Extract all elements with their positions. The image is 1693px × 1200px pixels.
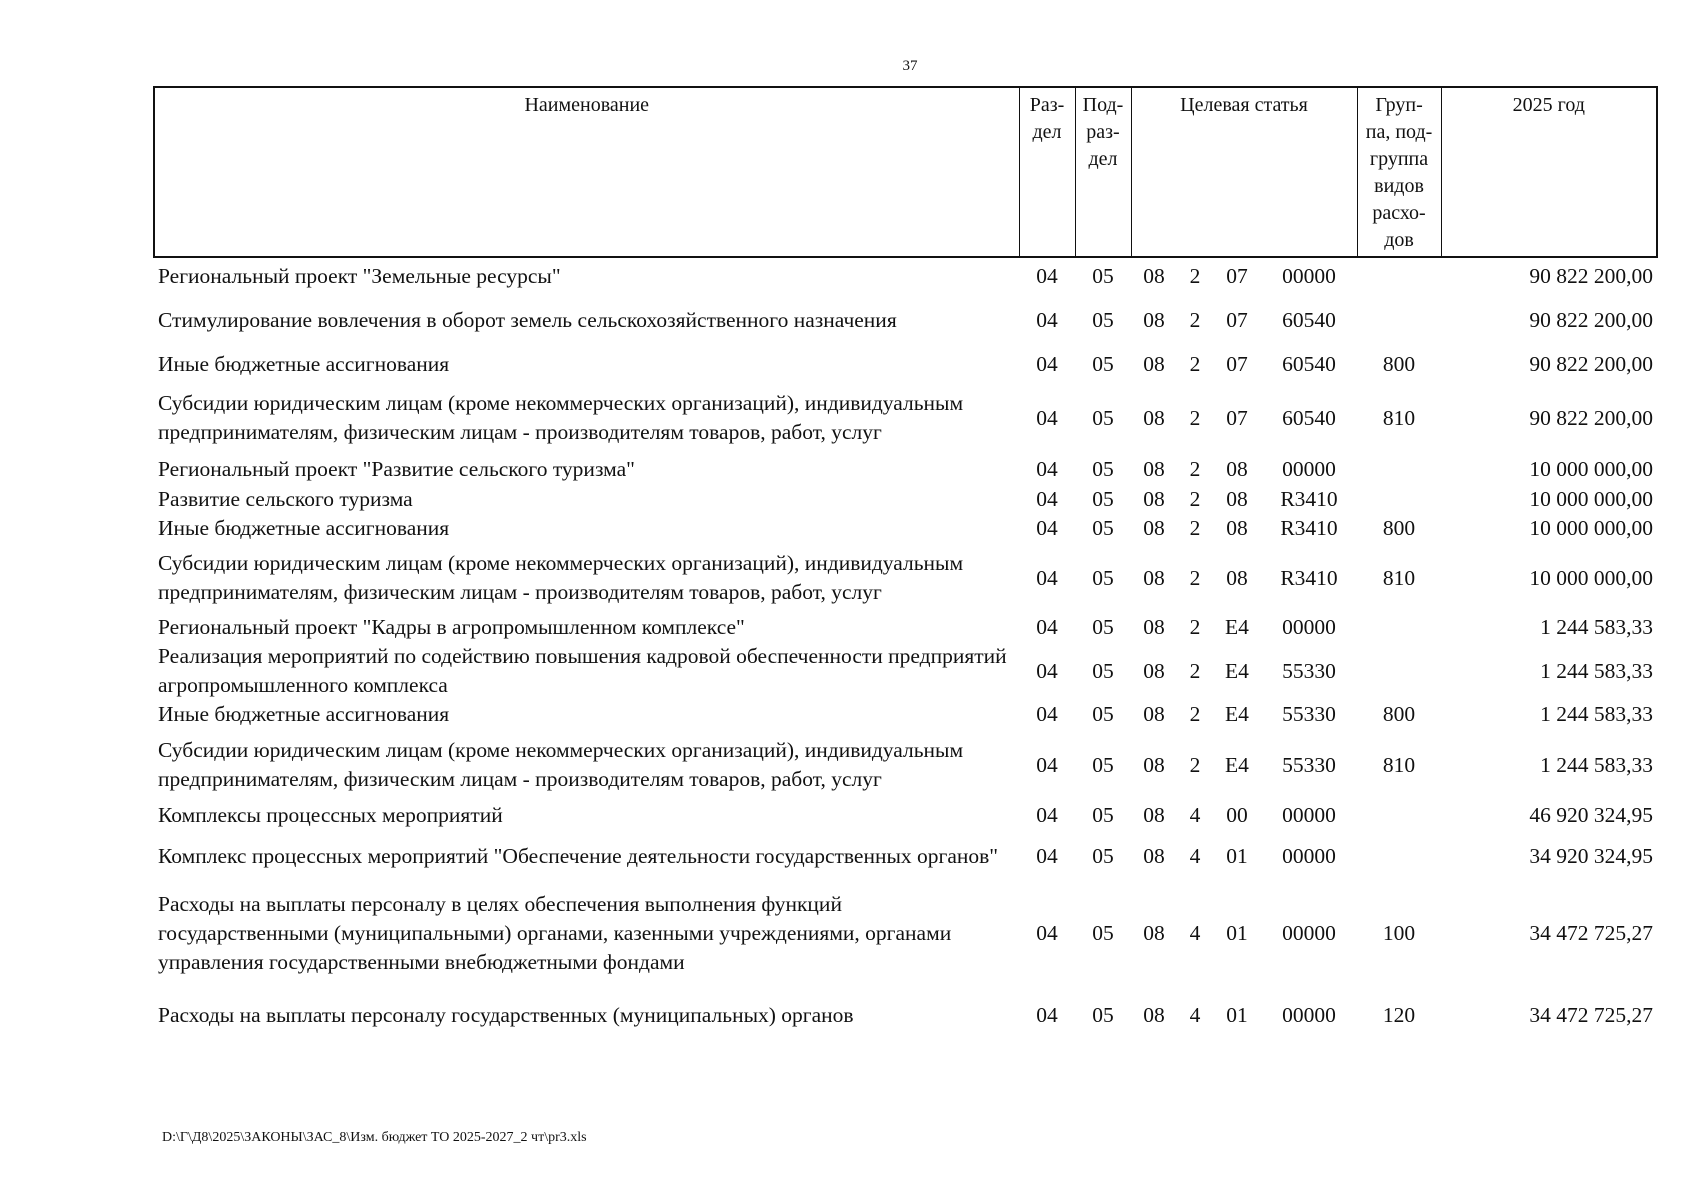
row-amount: 1 244 583,33	[1540, 615, 1654, 639]
row-podrazdel: 05	[1092, 752, 1114, 777]
row-celevaya-1: 08	[1143, 487, 1165, 511]
row-name: Региональный проект "Земельные ресурсы"	[158, 264, 561, 288]
row-celevaya-3: E4	[1225, 752, 1249, 777]
row-name: Комплексы процессных мероприятий	[158, 803, 503, 827]
row-celevaya-3: 08	[1226, 456, 1248, 481]
row-razdel: 04	[1036, 516, 1058, 540]
row-celevaya-2: 2	[1189, 565, 1201, 590]
row-celevaya-4: 00000	[1282, 1002, 1336, 1027]
row-razdel: 04	[1036, 307, 1058, 332]
row-celevaya-1: 08	[1143, 405, 1165, 430]
row-razdel: 04	[1036, 615, 1058, 639]
row-celevaya-4: 00000	[1282, 615, 1336, 639]
header-gruppa-vidov-rashodov: Груп- па, под- группа видов расхо- дов	[1357, 87, 1441, 257]
row-celevaya-3: E4	[1225, 658, 1249, 683]
row-vid-rashodov: 810	[1382, 405, 1416, 430]
row-podrazdel: 05	[1092, 264, 1114, 288]
table-row	[154, 514, 1657, 543]
table-row	[154, 830, 1657, 882]
row-podrazdel: 05	[1092, 658, 1114, 683]
table-body	[154, 257, 1657, 1046]
row-amount: 90 822 200,00	[1529, 351, 1654, 376]
row-celevaya-3: 07	[1226, 307, 1248, 332]
row-celevaya-3: E4	[1225, 615, 1249, 639]
row-name: Иные бюджетные ассигнования	[158, 516, 450, 540]
row-vid-rashodov	[1357, 295, 1441, 345]
row-vid-rashodov: 810	[1382, 565, 1416, 590]
row-celevaya-2: 2	[1189, 307, 1201, 332]
table-header	[154, 87, 1657, 257]
row-name: Субсидии юридическим лицам (кроме некоммерческих организаций), индивидуальным предпринимателям, физическим лицам - производителям товаров, работ, услуг	[158, 738, 964, 791]
row-celevaya-2: 4	[1189, 1002, 1201, 1027]
row-vid-rashodov	[1357, 830, 1441, 882]
row-celevaya-1: 08	[1143, 456, 1165, 481]
row-amount: 1 244 583,33	[1540, 658, 1654, 683]
row-celevaya-2: 2	[1189, 351, 1201, 376]
row-celevaya-2: 2	[1189, 487, 1201, 511]
row-celevaya-3: 08	[1226, 487, 1248, 511]
row-name: Расходы на выплаты персоналу государственных (муниципальных) органов	[158, 1002, 854, 1027]
table-row	[154, 642, 1657, 700]
row-podrazdel: 05	[1092, 456, 1114, 481]
row-name: Комплекс процессных мероприятий "Обеспечение деятельности государственных органов"	[158, 843, 999, 868]
row-podrazdel: 05	[1092, 516, 1114, 540]
row-podrazdel: 05	[1092, 1002, 1114, 1027]
row-celevaya-4: 55330	[1282, 702, 1336, 726]
row-razdel: 04	[1036, 405, 1058, 430]
row-podrazdel: 05	[1092, 803, 1114, 827]
row-celevaya-1: 08	[1143, 615, 1165, 639]
row-celevaya-2: 2	[1189, 615, 1201, 639]
row-razdel: 04	[1036, 803, 1058, 827]
row-celevaya-3: E4	[1225, 702, 1249, 726]
row-podrazdel: 05	[1092, 307, 1114, 332]
row-podrazdel: 05	[1092, 351, 1114, 376]
row-razdel: 04	[1036, 843, 1058, 868]
row-razdel: 04	[1036, 658, 1058, 683]
header-year: 2025 год	[1441, 87, 1657, 257]
row-name: Региональный проект "Кадры в агропромышленном комплексе"	[158, 615, 745, 639]
row-celevaya-3: 01	[1226, 920, 1248, 945]
row-podrazdel: 05	[1092, 702, 1114, 726]
row-podrazdel: 05	[1092, 615, 1114, 639]
row-celevaya-2: 4	[1189, 920, 1201, 945]
row-podrazdel: 05	[1092, 405, 1114, 430]
header-podrazdel: Под- раз- дел	[1075, 87, 1131, 257]
row-amount: 34 472 725,27	[1529, 1002, 1654, 1027]
row-celevaya-4: R3410	[1280, 565, 1338, 590]
row-vid-rashodov	[1357, 485, 1441, 514]
row-celevaya-3: 01	[1226, 1002, 1248, 1027]
row-celevaya-2: 2	[1189, 516, 1201, 540]
row-celevaya-2: 2	[1189, 752, 1201, 777]
table-row	[154, 345, 1657, 383]
row-celevaya-1: 08	[1143, 920, 1165, 945]
row-name: Реализация мероприятий по содействию повышения кадровой обеспеченности предприятий агропромышленного комплекса	[158, 644, 1007, 697]
row-razdel: 04	[1036, 456, 1058, 481]
row-celevaya-3: 08	[1226, 565, 1248, 590]
row-name: Субсидии юридическим лицам (кроме некоммерческих организаций), индивидуальным предпринимателям, физическим лицам - производителям товаров, работ, услуг	[158, 391, 964, 444]
row-vid-rashodov	[1357, 613, 1441, 642]
row-celevaya-1: 08	[1143, 1002, 1165, 1027]
row-name: Иные бюджетные ассигнования	[158, 702, 450, 726]
row-celevaya-4: 55330	[1282, 752, 1336, 777]
table-row	[154, 485, 1657, 514]
row-celevaya-2: 2	[1189, 702, 1201, 726]
footer-file-path: D:\Г\Д8\2025\ЗАКОНЫ\ЗАС_8\Изм. бюджет ТО 2025-2027_2 чт\pr3.xls	[162, 1130, 587, 1145]
table-row	[154, 383, 1657, 453]
row-razdel: 04	[1036, 1002, 1058, 1027]
table-row	[154, 882, 1657, 984]
row-celevaya-4: 00000	[1282, 803, 1336, 827]
row-amount: 90 822 200,00	[1529, 307, 1654, 332]
row-razdel: 04	[1036, 752, 1058, 777]
row-amount: 34 920 324,95	[1529, 843, 1654, 868]
header-name: Наименование	[154, 87, 1019, 257]
header-celevaya-statya: Целевая статья	[1131, 87, 1357, 257]
table-row	[154, 257, 1657, 295]
row-celevaya-4: 00000	[1282, 456, 1336, 481]
table-row	[154, 984, 1657, 1046]
row-celevaya-2: 2	[1189, 405, 1201, 430]
table-row	[154, 700, 1657, 729]
row-name: Субсидии юридическим лицам (кроме некоммерческих организаций), индивидуальным предпринимателям, физическим лицам - производителям товаров, работ, услуг	[158, 551, 964, 604]
row-celevaya-4: 60540	[1282, 405, 1336, 430]
row-vid-rashodov	[1357, 257, 1441, 295]
row-celevaya-1: 08	[1143, 264, 1165, 288]
row-celevaya-3: 00	[1226, 803, 1248, 827]
row-celevaya-4: 60540	[1282, 307, 1336, 332]
row-name: Развитие сельского туризма	[158, 487, 413, 511]
row-celevaya-3: 07	[1226, 264, 1248, 288]
row-razdel: 04	[1036, 565, 1058, 590]
table-row	[154, 295, 1657, 345]
page-number: 37	[902, 58, 918, 74]
row-celevaya-4: 00000	[1282, 843, 1336, 868]
row-podrazdel: 05	[1092, 565, 1114, 590]
row-vid-rashodov: 100	[1382, 920, 1416, 945]
row-amount: 10 000 000,00	[1529, 456, 1654, 481]
row-razdel: 04	[1036, 487, 1058, 511]
row-name: Стимулирование вовлечения в оборот земель сельскохозяйственного назначения	[158, 307, 897, 332]
row-amount: 46 920 324,95	[1529, 803, 1654, 827]
row-celevaya-2: 4	[1189, 843, 1201, 868]
row-celevaya-1: 08	[1143, 658, 1165, 683]
row-vid-rashodov	[1357, 453, 1441, 485]
row-amount: 90 822 200,00	[1529, 264, 1654, 288]
row-celevaya-1: 08	[1143, 702, 1165, 726]
row-celevaya-4: 55330	[1282, 658, 1336, 683]
row-celevaya-2: 2	[1189, 658, 1201, 683]
row-name: Иные бюджетные ассигнования	[158, 351, 450, 376]
row-celevaya-1: 08	[1143, 516, 1165, 540]
row-vid-rashodov: 810	[1382, 752, 1416, 777]
row-amount: 1 244 583,33	[1540, 752, 1654, 777]
row-amount: 10 000 000,00	[1529, 487, 1654, 511]
table-row	[154, 543, 1657, 613]
row-amount: 90 822 200,00	[1529, 405, 1654, 430]
row-razdel: 04	[1036, 920, 1058, 945]
row-celevaya-1: 08	[1143, 351, 1165, 376]
row-podrazdel: 05	[1092, 843, 1114, 868]
row-celevaya-1: 08	[1143, 843, 1165, 868]
row-celevaya-3: 07	[1226, 405, 1248, 430]
row-vid-rashodov: 800	[1382, 516, 1416, 540]
row-celevaya-1: 08	[1143, 803, 1165, 827]
header-razdel: Раз- дел	[1019, 87, 1075, 257]
row-celevaya-3: 08	[1226, 516, 1248, 540]
row-celevaya-4: 00000	[1282, 920, 1336, 945]
table-row	[154, 729, 1657, 801]
row-amount: 34 472 725,27	[1529, 920, 1654, 945]
row-amount: 10 000 000,00	[1529, 516, 1654, 540]
row-celevaya-4: 60540	[1282, 351, 1336, 376]
row-amount: 10 000 000,00	[1529, 565, 1654, 590]
row-vid-rashodov	[1357, 801, 1441, 830]
row-podrazdel: 05	[1092, 920, 1114, 945]
table-row	[154, 801, 1657, 830]
row-celevaya-2: 4	[1189, 803, 1201, 827]
row-vid-rashodov: 120	[1382, 1002, 1416, 1027]
budget-table	[153, 86, 1658, 1046]
row-celevaya-4: 00000	[1282, 264, 1336, 288]
row-celevaya-2: 2	[1189, 264, 1201, 288]
row-celevaya-4: R3410	[1280, 516, 1338, 540]
row-amount: 1 244 583,33	[1540, 702, 1654, 726]
row-celevaya-1: 08	[1143, 752, 1165, 777]
row-name: Региональный проект "Развитие сельского туризма"	[158, 456, 635, 481]
row-podrazdel: 05	[1092, 487, 1114, 511]
row-celevaya-4: R3410	[1280, 487, 1338, 511]
row-razdel: 04	[1036, 351, 1058, 376]
row-celevaya-1: 08	[1143, 565, 1165, 590]
row-razdel: 04	[1036, 702, 1058, 726]
row-celevaya-3: 07	[1226, 351, 1248, 376]
row-vid-rashodov: 800	[1382, 351, 1416, 376]
row-celevaya-3: 01	[1226, 843, 1248, 868]
row-name: Расходы на выплаты персоналу в целях обеспечения выполнения функций государственными (муниципальными) органами, казенными учреждениями, органами управления государственными внебюджетными фондами	[158, 891, 952, 974]
table-row	[154, 613, 1657, 642]
table-row	[154, 453, 1657, 485]
row-razdel: 04	[1036, 264, 1058, 288]
row-celevaya-2: 2	[1189, 456, 1201, 481]
row-vid-rashodov: 800	[1382, 702, 1416, 726]
row-vid-rashodov	[1357, 642, 1441, 700]
row-celevaya-1: 08	[1143, 307, 1165, 332]
